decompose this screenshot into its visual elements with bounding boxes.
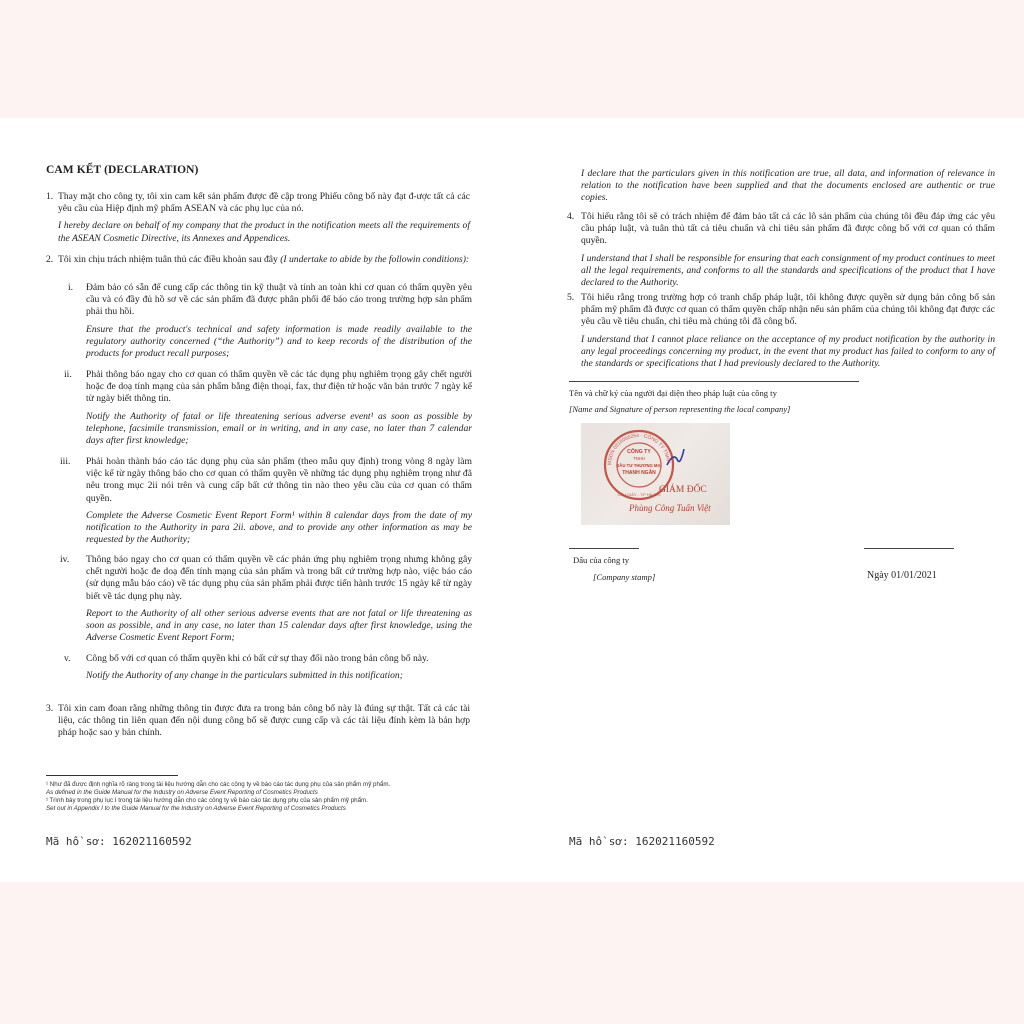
item-text-en: (I undertake to abide by the followin conditions): — [280, 254, 470, 265]
item-text-en: I hereby declare on behalf of my company that the product in the notification meets all the requirements of the ASEAN Cosmetic Directive, its Annexes and Appendices. — [58, 220, 470, 244]
sub-item-text-vi: Phải hoàn thành báo cáo tác dụng phụ của sản phẩm (theo mẫu quy định) trong vòng 8 ngày làm việc kể từ ngày thông báo cho cơ quan có thẩm quyền về những tác dụng phụ nghiêm trọng như đã nêu trong mục 2ii nói trên và cung cấp bất cứ thông tin nào theo yêu cầu của cơ quan có thẩm quyền. — [86, 456, 472, 504]
sub-item-number: v. — [64, 653, 71, 664]
item-number: 5. — [567, 292, 575, 303]
sub-item-text-en: Complete the Adverse Cosmetic Event Report Form¹ within 8 calendar days from the date of my notification to the Authority in para 2ii. above, and to provide any other information as may be requested by the Authority; — [86, 509, 472, 546]
sub-item-number: i. — [68, 282, 74, 293]
right-page — [567, 118, 997, 882]
sub-item-text-vi: Công bố với cơ quan có thẩm quyền khi có bất cứ sự thay đổi nào trong bản công bố này. — [86, 653, 429, 664]
seal-line-2: TNHH — [633, 456, 645, 461]
sub-item-text-vi: Đảm bảo có sẵn để cung cấp các thông tin kỹ thuật và tính an toàn khi cơ quan có thẩm quyền yêu cầu và có đầy đủ hồ sơ về các sản phẩm đã được phân phối để báo cáo trong trường hợp sản phẩm phải thu hồi. — [86, 282, 472, 318]
item-number: 4. — [567, 211, 575, 222]
item-number: 2. — [46, 254, 54, 265]
sub-item-number: iv. — [60, 554, 70, 565]
signature-label-en: [Name and Signature of person representing the local company] — [569, 404, 791, 414]
item-number: 1. — [46, 191, 54, 202]
director-name: Phùng Công Tuấn Việt — [629, 503, 711, 513]
company-seal — [581, 423, 730, 525]
item-text-en: I understand that I shall be responsible for ensuring that each consignment of my product continues to meet all the legal requirements, and conforms to all the standards and specifications of the product that I have declared to the Authority. — [581, 252, 995, 289]
seal-bottom-text: CẦU GIẤY - T.P HÀ NỘI — [617, 492, 661, 497]
stamp-signature-photo — [581, 423, 730, 525]
footnote-2-vi: ¹ Trình bày trong phụ lục I trong tài liệu hướng dẫn cho các công ty về báo cáo tác dụng phụ của sản phẩm mỹ phẩm. — [46, 797, 368, 804]
sub-item-text-en: Report to the Authority of all other serious adverse events that are not fatal or life threatening as soon as possible, and in any case, no later than 15 calendar days after first knowledge, using the Adverse Cosmetic Event Report Form; — [86, 607, 472, 644]
sub-item-text-vi: Thông báo ngay cho cơ quan có thẩm quyền về các phản ứng phụ nghiêm trọng nhưng không gây chết người hoặc đe doạ đến tính mạng của sản phẩm và trong bất cứ trường hợp nào, việc báo cáo (sử dụng mẫu báo cáo) về tác dụng phụ của sản phẩm phải được tiến hành trước 15 ngày kể từ ngày biết về tác dụng phụ này. — [86, 554, 472, 602]
page-title: CAM KẾT (DECLARATION) — [46, 164, 199, 176]
file-code: Mã hồ sơ: 162021160592 — [569, 835, 715, 848]
director-title: GIÁM ĐỐC — [659, 485, 707, 495]
item-text-vi: Tôi hiểu rằng trong trường hợp có tranh chấp pháp luật, tôi không được quyền sử dụng bản công bố sản phẩm mỹ phẩm đã được cơ quan có thẩm quyền chấp nhận nếu sản phẩm của chúng tôi không đạt được các yêu cầu về tiêu chuẩn, chỉ tiêu mà chúng tôi đã công bố. — [581, 292, 995, 328]
item-text-vi: Thay mặt cho công ty, tôi xin cam kết sản phẩm được đề cập trong Phiếu công bố này đạt đ-ược tất cả các yêu cầu của Hiệp định mỹ phẩm ASEAN và các phụ lục của nó. — [58, 191, 470, 215]
seal-line-4: THANH NGÂN — [622, 470, 656, 476]
stamp-divider — [569, 548, 639, 549]
seal-line-3: ĐẦU TƯ THƯƠNG MẠI — [616, 463, 662, 468]
left-page — [46, 118, 476, 882]
company-stamp-label-vi: Dấu của công ty — [573, 555, 630, 565]
item-number: 3. — [46, 703, 54, 714]
footnote-1-vi: ¹ Như đã được định nghĩa rõ ràng trong tài liệu hướng dẫn cho các công ty về báo cáo tác dụng phụ của sản phẩm mỹ phẩm. — [46, 781, 391, 788]
seal-line-1: CÔNG TY — [627, 449, 651, 455]
signing-date: Ngày 01/01/2021 — [867, 570, 937, 581]
signature-divider — [569, 381, 859, 382]
footnote-2-en: Set out in Appendix I to the Guide Manual for the Industry on Adverse Event Reporting of Cosmetics Products — [46, 805, 346, 812]
item-text-en: I understand that I cannot place reliance on the acceptance of my product notification by the authority in any legal proceedings concerning my product, in the event that my product has failed to conform to any of the standards or specifications that I had previously declared to the Authority. — [581, 333, 995, 370]
footnote-divider — [46, 775, 178, 776]
sub-item-text-en: Notify the Authority of any change in the particulars submitted in this notification; — [86, 670, 403, 682]
sub-item-text-en: Ensure that the product's technical and safety information is made readily available to the regulatory authority concerned (“the Authority”) and to keep records of the distribution of the products for product recall purposes; — [86, 323, 472, 360]
file-code: Mã hồ sơ: 162021160592 — [46, 835, 192, 848]
footnote-1-en: As defined in the Guide Manual for the Industry on Adverse Event Reporting of Cosmetics Products — [46, 789, 318, 796]
seal-ring-text: MSDN 0316050254 · CÔNG TY TNHH — [606, 432, 671, 466]
item-text-vi: Tôi xin cam đoan rằng những thông tin được đưa ra trong bản công bố này là đúng sự thật. Tất cả các tài liệu, các thông tin liên quan đến nội dung công bố sẽ được cung cấp và các tài liệu đính kèm là bản hợp pháp hoặc sao y bản chính. — [58, 703, 470, 739]
item-text-vi: Tôi hiểu rằng tôi sẽ có trách nhiệm để đảm bảo tất cả các lô sản phẩm của chúng tôi đều đáp ứng các yêu cầu pháp luật, và tuân thủ tất cả tiêu chuẩn và chỉ tiêu sản phẩm đã được công bố với cơ quan có thẩm quyền. — [581, 211, 995, 247]
signature-label-vi: Tên và chữ ký của người đại diện theo pháp luật của công ty — [569, 388, 777, 398]
item-text-vi: Tôi xin chịu trách nhiệm tuân thủ các điều khoản sau đây — [58, 254, 278, 265]
date-divider — [864, 548, 954, 549]
sub-item-number: ii. — [64, 369, 72, 380]
sub-item-text-en: Notify the Authority of fatal or life threatening serious adverse event¹ as soon as possible by telephone, facsimile transmission, email or in writing, and in any case, no later than 7 calendar days after first knowledge; — [86, 410, 472, 447]
sub-item-text-vi: Phải thông báo ngay cho cơ quan có thẩm quyền về các tác dụng phụ nghiêm trọng gây chết người hoặc đe doạ tính mạng của sản phẩm bằng điện thoại, fax, thư điện tử hoặc văn bản trước 7 ngày kể từ ngày biết thông tin. — [86, 369, 472, 405]
document-sheet — [0, 118, 1024, 882]
sub-item-number: iii. — [60, 456, 71, 467]
declaration-intro-en: I declare that the particulars given in this notification are true, all data, and information of relevance in relation to the notification have been supplied and that the documents enclosed are authentic or true copies. — [581, 168, 995, 204]
company-stamp-label-en: [Company stamp] — [593, 572, 656, 582]
